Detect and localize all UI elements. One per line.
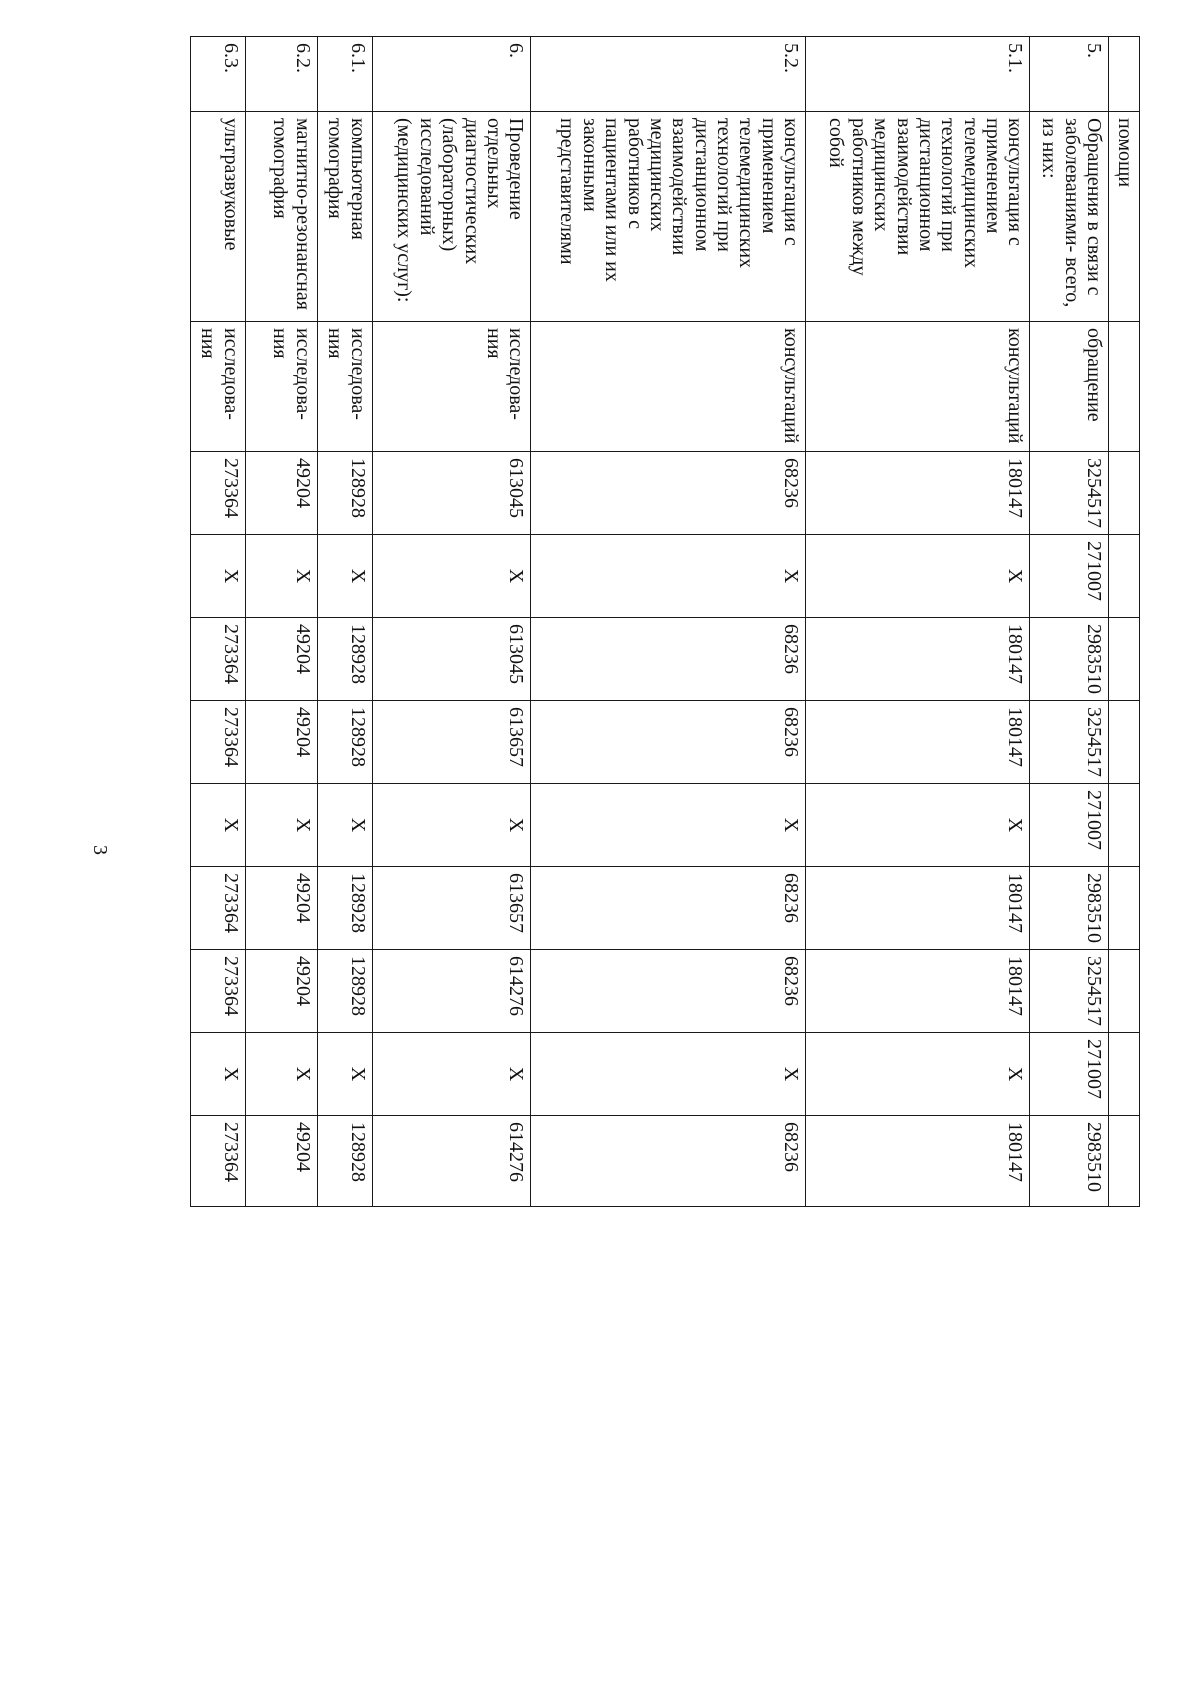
value-cell: 273364 [191,452,246,535]
value-cell: Х [245,1033,317,1116]
value-cell: 180147 [806,867,1030,950]
cell-name: помощи [1108,112,1139,322]
value-cell: Х [806,1033,1030,1116]
value-cell: 68236 [531,452,806,535]
cell-unit [1108,322,1139,452]
table-row [245,37,317,1207]
row-name: ультразвуковые [191,112,246,322]
row-name: магнитно-резонансная томография [245,112,317,322]
table-row [191,37,246,1207]
value-cell: 614276 [372,1116,531,1207]
row-unit: исследова-ния [191,322,246,452]
row-name: консультация с применением телемедицинских технологий при дистанционном взаимодействии медицинских работников между собой [806,112,1030,322]
value-cell: 613657 [372,701,531,784]
row-number: 6.3. [191,37,246,112]
row-number: 5.2. [531,37,806,112]
continuation-row [1108,37,1139,1207]
value-cell: Х [531,535,806,618]
table-row [317,37,372,1207]
table-row [531,37,806,1207]
value-cell: 3254517 [1030,701,1108,784]
value-cell: Х [806,535,1030,618]
value-cell: 68236 [531,950,806,1033]
row-name: консультация с применением телемедицинских технологий при дистанционном взаимодействии медицинских работников с пациентами или их законными представителями [531,112,806,322]
value-cell: 128928 [317,701,372,784]
value-cell: Х [245,535,317,618]
value-cell: 3254517 [1030,950,1108,1033]
table-row [806,37,1030,1207]
value-cell: 68236 [531,867,806,950]
row-unit: исследова-ния [372,322,531,452]
row-unit: консультаций [806,322,1030,452]
value-cell: Х [372,1033,531,1116]
value-cell: 49204 [245,452,317,535]
value-cell: 3254517 [1030,452,1108,535]
value-cell: 2983510 [1030,867,1108,950]
value-cell: 128928 [317,867,372,950]
value-cell: Х [191,1033,246,1116]
row-number: 6. [372,37,531,112]
value-cell: Х [806,784,1030,867]
cell-num [1108,37,1139,112]
value-cell: Х [191,535,246,618]
table-row [1030,37,1108,1207]
value-cell: 68236 [531,701,806,784]
value-cell: Х [372,784,531,867]
row-unit: исследова-ния [317,322,372,452]
row-number: 6.1. [317,37,372,112]
statistics-table [190,36,1140,1207]
value-cell: 273364 [191,950,246,1033]
value-cell: Х [317,784,372,867]
row-number: 6.2. [245,37,317,112]
value-cell: 180147 [806,701,1030,784]
value-cell: Х [245,784,317,867]
table-row [372,37,531,1207]
value-cell: 271007 [1030,784,1108,867]
value-cell: 2983510 [1030,1116,1108,1207]
value-cell: 180147 [806,950,1030,1033]
value-cell: 49204 [245,950,317,1033]
row-name: Проведение отдельных диагностических (лабораторных) исследований (медицинских услуг): [372,112,531,322]
value-cell: 271007 [1030,535,1108,618]
value-cell: Х [317,1033,372,1116]
value-cell: 128928 [317,950,372,1033]
value-cell: 273364 [191,618,246,701]
value-cell: 613045 [372,618,531,701]
value-cell: Х [372,535,531,618]
row-unit: исследова-ния [245,322,317,452]
value-cell: 613657 [372,867,531,950]
value-cell: 271007 [1030,1033,1108,1116]
value-cell: 2983510 [1030,618,1108,701]
value-cell: Х [317,535,372,618]
row-name: компьютерная томография [317,112,372,322]
value-cell: 273364 [191,1116,246,1207]
value-cell: 180147 [806,1116,1030,1207]
row-number: 5. [1030,37,1108,112]
value-cell: 49204 [245,1116,317,1207]
value-cell: 273364 [191,701,246,784]
page-number: 3 [89,845,111,855]
row-unit: консультаций [531,322,806,452]
value-cell: Х [531,1033,806,1116]
rotated-table-container [190,36,1140,1206]
value-cell: 49204 [245,618,317,701]
value-cell: 49204 [245,701,317,784]
value-cell: 128928 [317,452,372,535]
value-cell: 614276 [372,950,531,1033]
value-cell: 273364 [191,867,246,950]
value-cell: 68236 [531,1116,806,1207]
value-cell: 180147 [806,452,1030,535]
value-cell: 128928 [317,618,372,701]
value-cell: 68236 [531,618,806,701]
row-name: Обращения в связи с заболеваниями- всего, из них: [1030,112,1108,322]
value-cell: 49204 [245,867,317,950]
value-cell: 128928 [317,1116,372,1207]
row-number: 5.1. [806,37,1030,112]
value-cell: 180147 [806,618,1030,701]
value-cell: Х [531,784,806,867]
value-cell: Х [191,784,246,867]
value-cell: 613045 [372,452,531,535]
row-unit: обращение [1030,322,1108,452]
